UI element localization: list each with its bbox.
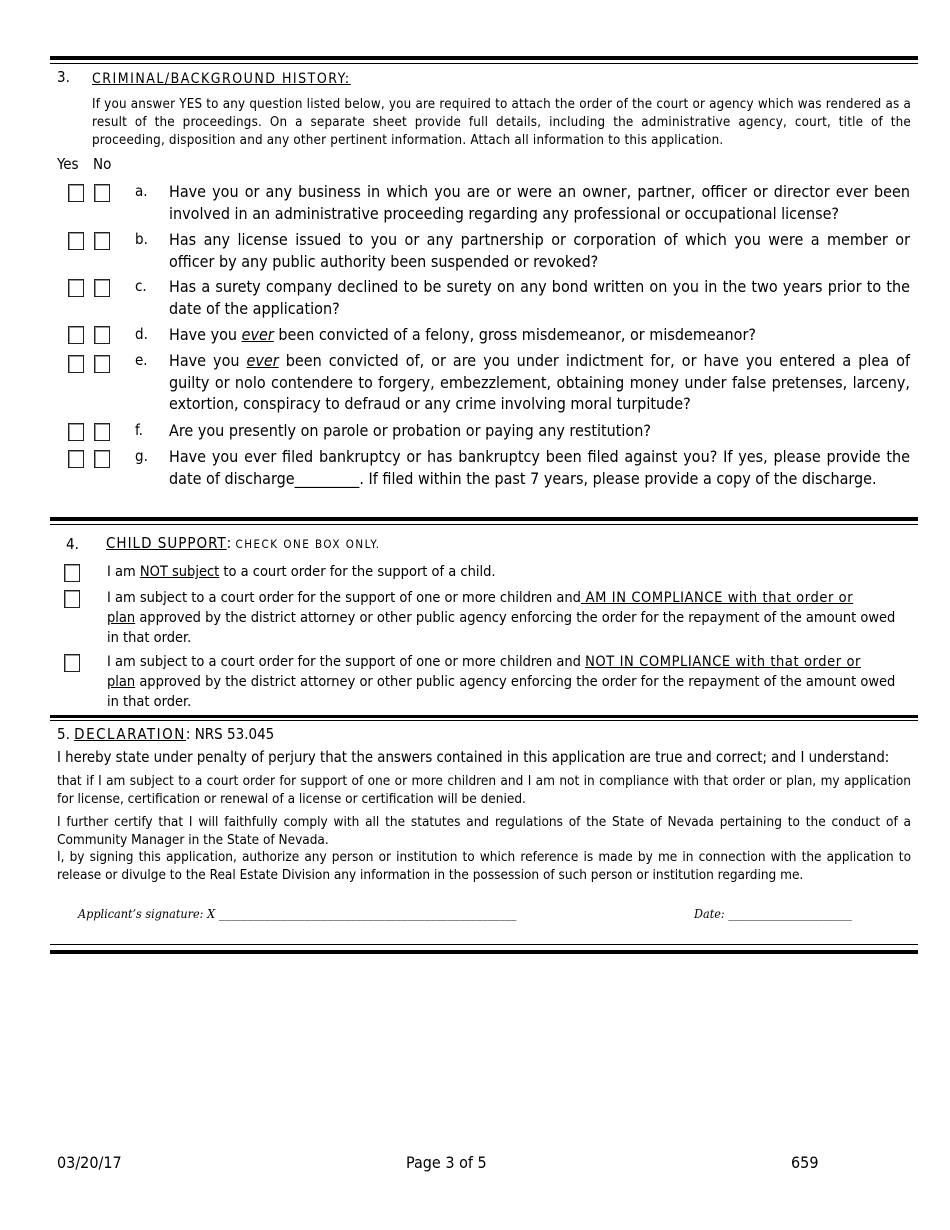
question-c-text: Has a surety company declined to be surety on any bond written on you in the two years prior to the date of the application? (169, 277, 910, 318)
question-d-no-checkbox[interactable] (94, 326, 110, 344)
option-1-text-start: I am (107, 564, 140, 580)
question-d-text-start: Have you (169, 325, 242, 344)
question-e-text-end: been convicted of, or are you under indictment for, or have you entered a plea of guilty or nolo contendere to forgery, embezzlement, obtaining money under false pretenses, larceny, extortion, conspiracy to defraud or any crime involving moral turpitude? (169, 351, 911, 413)
question-c-yes-checkbox[interactable] (68, 279, 84, 297)
section-4-instruction: CHECK ONE BOX ONLY. (235, 537, 381, 551)
question-a-letter: a. (135, 182, 148, 200)
question-f-yes-checkbox[interactable] (68, 423, 84, 441)
option-3-noncompliance: NOT IN COMPLIANCE with that order or (585, 654, 861, 670)
yes-column-header: Yes (57, 155, 79, 173)
section-4-title: CHILD SUPPORT (106, 534, 227, 552)
section-4-heading (106, 534, 381, 552)
date-label: Date: (694, 906, 725, 921)
question-b-letter: b. (135, 230, 148, 248)
date-row (694, 906, 852, 921)
option-1-emphasis: NOT subject (139, 564, 220, 580)
question-g-no-checkbox[interactable] (94, 450, 110, 468)
question-b-no-checkbox[interactable] (94, 232, 110, 250)
question-d-text-end: been convicted of a felony, gross misdemeanor, or misdemeanor? (273, 325, 756, 344)
option-1-text-end: to a court order for the support of a child. (219, 564, 496, 580)
section-3-title: CRIMINAL/BACKGROUND HISTORY: (92, 71, 351, 87)
declaration-lead: I hereby state under penalty of perjury that the answers contained in this application are true and correct; and I understand: (57, 749, 890, 766)
question-a-yes-checkbox[interactable] (68, 184, 84, 202)
section-5-number: 5. (57, 725, 70, 743)
question-f-text: Are you presently on parole or probation or paying any restitution? (169, 421, 651, 440)
footer-date: 03/20/17 (57, 1153, 122, 1172)
question-f-letter: f. (135, 421, 143, 439)
footer-form-number: 659 (791, 1153, 819, 1172)
option-3-text-start: I am subject to a court order for the support of one or more children and (107, 654, 586, 670)
footer-page-number: Page 3 of 5 (406, 1153, 487, 1172)
section-5-divider (50, 715, 918, 721)
declaration-paragraph-3: I, by signing this application, authorize any person or institution to which reference is made by me in connection with the application to release or divulge to the Real Estate Division any information in the possession of such person or institution regarding me. (57, 849, 911, 883)
section-5-title: DECLARATION (74, 725, 186, 743)
option-2-compliance: AM IN COMPLIANCE with that order or (580, 590, 854, 606)
question-e-letter: e. (135, 351, 148, 369)
question-d-emphasis: ever (241, 325, 274, 344)
section-5-heading (57, 725, 274, 743)
child-support-option-2-text (107, 588, 907, 648)
question-e-no-checkbox[interactable] (94, 355, 110, 373)
question-e-emphasis: ever (246, 351, 279, 370)
date-line[interactable]: ______________________ (724, 906, 852, 921)
signature-line[interactable]: X ____________________________________________________ (203, 906, 517, 921)
question-g-yes-checkbox[interactable] (68, 450, 84, 468)
option-3-text-end: approved by the district attorney or other public agency enforcing the order for the repayment of the amount owed in that order. (107, 674, 896, 710)
question-f-no-checkbox[interactable] (94, 423, 110, 441)
section-4-divider (50, 517, 918, 525)
signature-row (78, 906, 516, 921)
section-5-statute: : NRS 53.045 (185, 725, 275, 743)
bottom-divider (50, 944, 918, 954)
child-support-option-3-checkbox[interactable] (64, 654, 80, 672)
child-support-option-3-text (107, 652, 907, 712)
question-d-text (169, 324, 910, 346)
section-3-intro: If you answer YES to any question listed below, you are required to attach the order of the court or agency which was rendered as a result of the proceedings. On a separate sheet provide full details, including the administrative agency, court, title of the proceeding, disposition and any other pertinent information. Attach all information to this application. (92, 97, 911, 148)
question-g-text: Have you ever filed bankruptcy or has bankruptcy been filed against you? If yes, please provide the date of discharge_________. If filed within the past 7 years, please provide a copy of the discharge. (169, 447, 910, 488)
section-4-colon: : (226, 534, 232, 552)
question-b-yes-checkbox[interactable] (68, 232, 84, 250)
question-e-yes-checkbox[interactable] (68, 355, 84, 373)
question-c-letter: c. (135, 277, 147, 295)
option-3-plan: plan (107, 674, 136, 690)
question-d-letter: d. (135, 325, 148, 343)
section-4-number: 4. (66, 535, 79, 553)
question-e-text (169, 350, 910, 415)
option-2-plan: plan (107, 610, 136, 626)
top-divider (50, 56, 918, 64)
question-d-yes-checkbox[interactable] (68, 326, 84, 344)
signature-label: Applicant’s signature: (78, 906, 204, 921)
question-g-letter: g. (135, 447, 148, 465)
question-e-text-start: Have you (169, 351, 247, 370)
question-a-no-checkbox[interactable] (94, 184, 110, 202)
child-support-option-1-text (107, 562, 907, 582)
declaration-paragraph-2: I further certify that I will faithfully comply with all the statutes and regulations of the State of Nevada pertaining to the conduct of a Community Manager in the State of Nevada. (57, 814, 911, 848)
question-b-text: Has any license issued to you or any partnership or corporation of which you were a member or officer by any public authority been suspended or revoked? (169, 230, 910, 271)
no-column-header: No (93, 155, 112, 173)
question-c-no-checkbox[interactable] (94, 279, 110, 297)
question-a-text: Have you or any business in which you are or were an owner, partner, officer or director ever been involved in an administrative proceeding regarding any professional or occupational license? (169, 182, 910, 223)
option-2-text-end: approved by the district attorney or other public agency enforcing the order for the repayment of the amount owed in that order. (107, 610, 896, 646)
section-3-number: 3. (57, 68, 70, 86)
child-support-option-2-checkbox[interactable] (64, 590, 80, 608)
declaration-paragraph-1: that if I am subject to a court order for support of one or more children and I am not in compliance with that order or plan, my application for license, certification or renewal of a license or certification will be denied. (57, 773, 911, 807)
option-2-text-start: I am subject to a court order for the support of one or more children and (107, 590, 581, 606)
child-support-option-1-checkbox[interactable] (64, 564, 80, 582)
